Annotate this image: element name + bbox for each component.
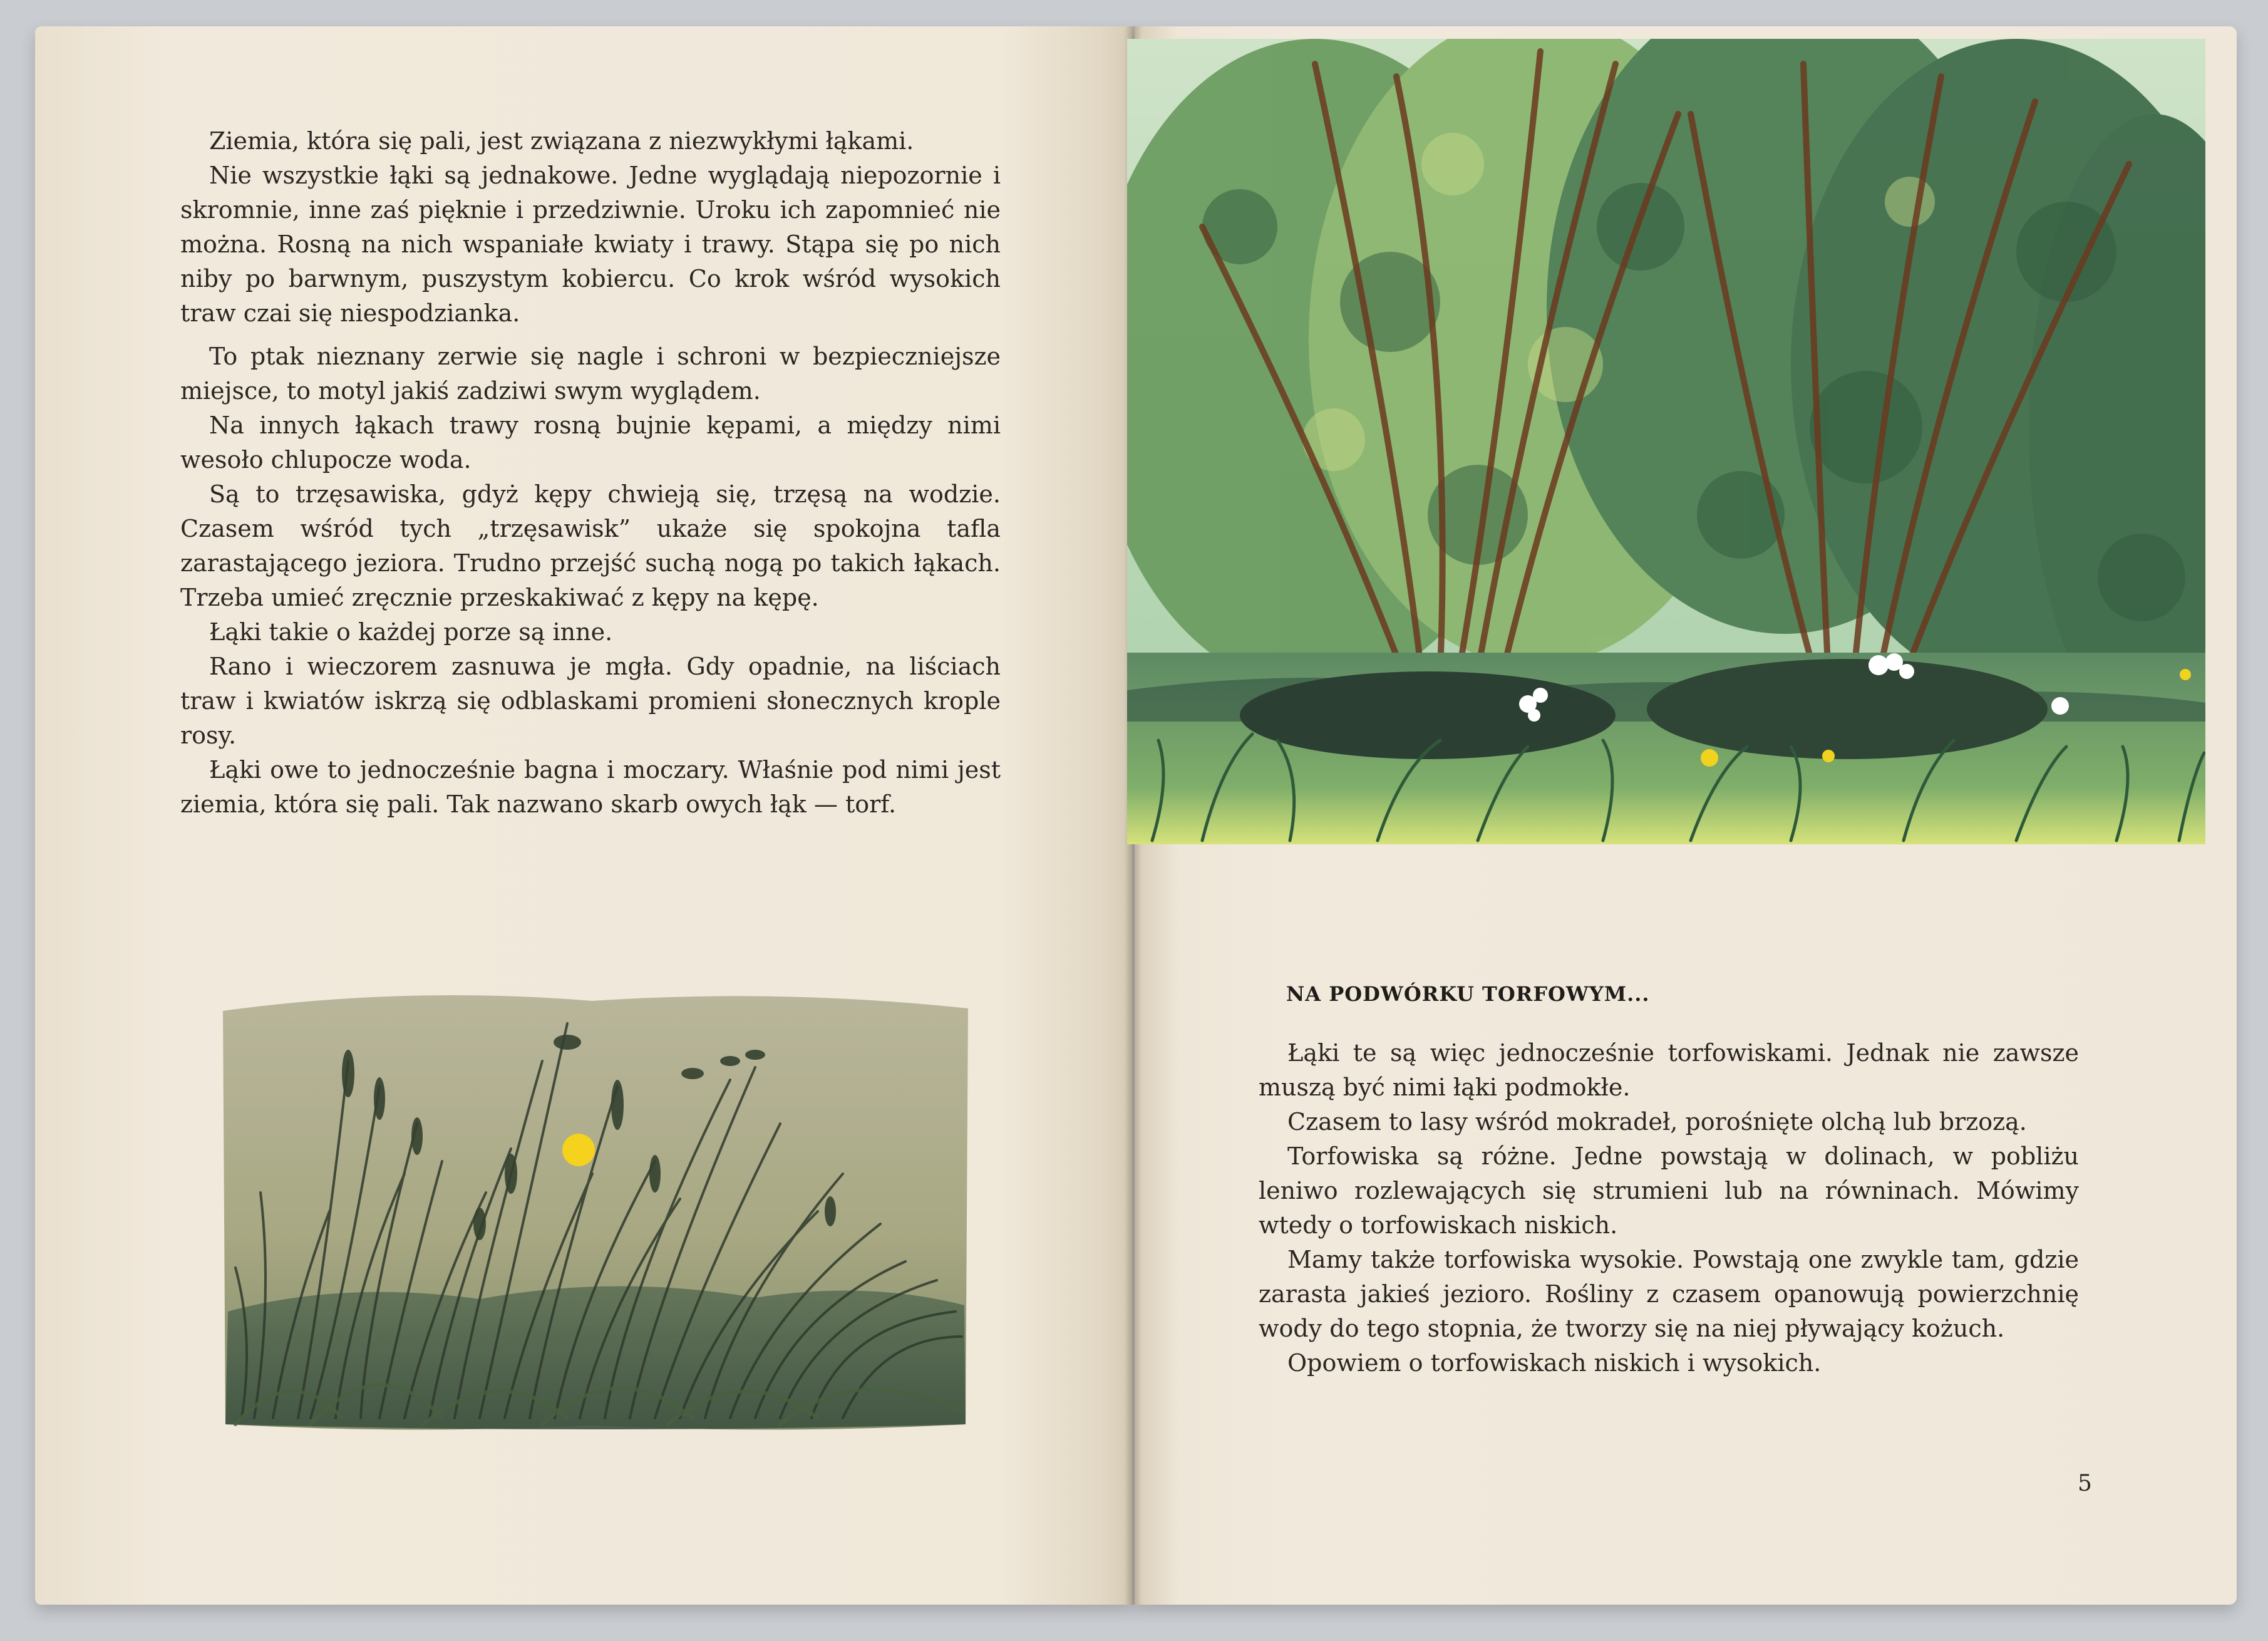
bog-forest-illustration — [1127, 39, 2205, 844]
paragraph: Łąki takie o każdej porze są inne. — [209, 618, 613, 646]
right-page-text — [1259, 1036, 2079, 1380]
paragraph: Nie wszystkie łąki są jednakowe. Jedne wyglądają niepozornie i skromnie, inne zaś pięknie i przedziwnie. Uroku ich zapomnieć nie można. Rosną na nich wspaniałe kwiaty i trawy. Stąpa się po nich niby po barwnym, puszystym kobiercu. Co krok wśród wysokich traw czai się niespodzianka. — [180, 162, 1001, 327]
paragraph: Ziemia, która się pali, jest związana z niezwykłymi łąkami. — [209, 127, 914, 155]
paragraph: Łąki owe to jednocześnie bagna i moczary. Właśnie pod nimi jest ziemia, która się pali. Tak nazwano skarb owych łąk — torf. — [180, 756, 1001, 818]
paragraph: Łąki te są więc jednocześnie torfowiskami. Jednak nie zawsze muszą być nimi łąki podmokłe. — [1259, 1039, 2079, 1101]
paragraph: Opowiem o torfowiskach niskich i wysokich. — [1287, 1349, 1822, 1377]
paragraph: Mamy także torfowiska wysokie. Powstają one zwykle tam, gdzie zarasta jakieś jezioro. Rośliny z czasem opanowują powierzchnię wody do tego stopnia, że tworzy się na niej pływający kożuch. — [1259, 1246, 2079, 1342]
section-heading: NA PODWÓRKU TORFOWYM... — [1286, 982, 1650, 1006]
meadow-grass-illustration — [217, 986, 976, 1437]
left-page-text — [180, 124, 1001, 822]
paragraph: Torfowiska są różne. Jedne powstają w dolinach, w pobliżu leniwo rozlewających się strumieni lub na równinach. Mówimy wtedy o torfowiskach niskich. — [1259, 1142, 2079, 1239]
paragraph: Czasem to lasy wśród mokradeł, porośnięte olchą lub brzozą. — [1287, 1108, 2027, 1136]
paragraph: Są to trzęsawiska, gdyż kępy chwieją się, trzęsą na wodzie. Czasem wśród tych „trzęsawisk” ukaże się spokojna tafla zarastającego jeziora. Trudno przejść suchą nogą po takich łąkach. Trzeba umieć zręcznie przeskakiwać z kępy na kępę. — [180, 480, 1001, 611]
paragraph: To ptak nieznany zerwie się nagle i schroni w bezpieczniejsze miejsce, to motyl jakiś zadziwi swym wyglądem. — [180, 343, 1001, 405]
paragraph: Na innych łąkach trawy rosną bujnie kępami, a między nimi wesoło chlupocze woda. — [180, 412, 1001, 474]
paragraph: Rano i wieczorem zasnuwa je mgła. Gdy opadnie, na liściach traw i kwiatów iskrzą się odblaskami promieni słonecznych krople rosy. — [180, 653, 1001, 749]
page-number: 5 — [2078, 1471, 2092, 1496]
